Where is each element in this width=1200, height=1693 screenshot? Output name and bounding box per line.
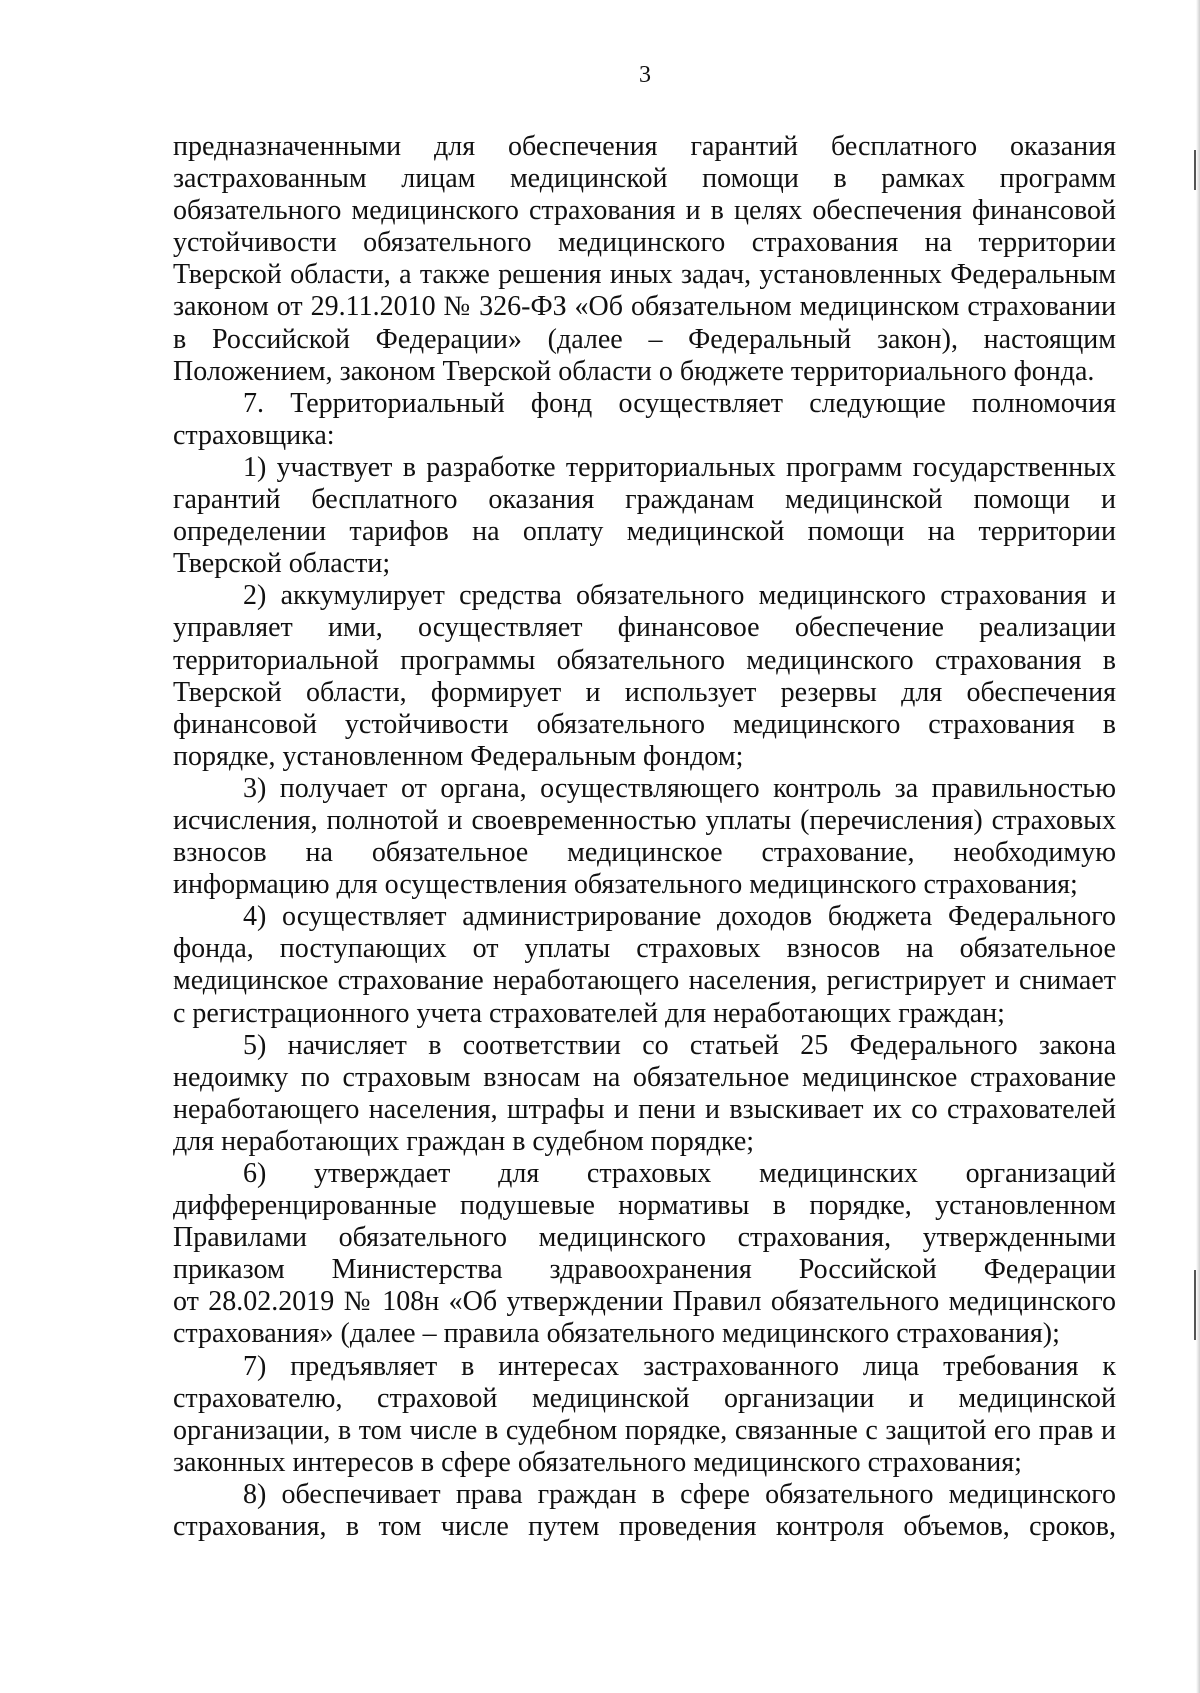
text-line: взносов на обязательное медицинское страхование, необходимую (173, 837, 1116, 869)
text-line: законом от 29.11.2010 № 326-ФЗ «Об обязательном медицинском страховании (173, 291, 1116, 323)
text-line: в Российской Федерации» (далее – Федеральный закон), настоящим (173, 323, 1116, 355)
text-line: порядке, установленном Федеральным фондом; (173, 740, 744, 772)
scan-edge (1196, 0, 1200, 1693)
text-line: 4) осуществляет администрирование доходов бюджета Федерального (243, 901, 1116, 933)
scan-mark (1194, 150, 1196, 190)
text-line: 8) обеспечивает права граждан в сфере обязательного медицинского (243, 1478, 1116, 1510)
text-line: от 28.02.2019 № 108н «Об утверждении Правил обязательного медицинского (173, 1286, 1116, 1318)
text-line: 7. Территориальный фонд осуществляет следующие полномочия (243, 387, 1116, 419)
text-line: гарантий бесплатного оказания гражданам медицинской помощи и (173, 484, 1116, 516)
text-line: неработающего населения, штрафы и пени и взыскивает их со страхователей (173, 1093, 1116, 1125)
text-line: страховщика: (173, 419, 335, 451)
text-line: законных интересов в сфере обязательного медицинского страхования; (173, 1446, 1022, 1478)
text-line: фонда, поступающих от уплаты страховых взносов на обязательное (173, 933, 1116, 965)
text-line: организации, в том числе в судебном порядке, связанные с защитой его прав и (173, 1414, 1116, 1446)
text-line: 6) утверждает для страховых медицинских организаций (243, 1158, 1116, 1189)
text-line: обязательного медицинского страхования и в целях обеспечения финансовой (173, 195, 1116, 227)
text-line: исчисления, полнотой и своевременностью уплаты (перечисления) страховых (173, 804, 1116, 836)
text-line: 7) предъявляет в интересах застрахованного лица требования к (243, 1350, 1116, 1382)
text-line: управляет ими, осуществляет финансовое обеспечение реализации (173, 612, 1116, 644)
text-line: 2) аккумулирует средства обязательного медицинского страхования и (243, 580, 1116, 612)
scan-mark (1194, 1270, 1196, 1340)
text-line: Тверской области, а также решения иных задач, установленных Федеральным (173, 259, 1116, 291)
text-line: Тверской области, формирует и использует резервы для обеспечения (173, 676, 1116, 708)
text-line: страхователю, страховой медицинской организации и медицинской (173, 1382, 1116, 1414)
text-line: приказом Министерства здравоохранения Российской Федерации (173, 1254, 1116, 1286)
text-line: финансовой устойчивости обязательного медицинского страхования в (173, 708, 1116, 740)
text-line: 1) участвует в разработке территориальных программ государственных (243, 451, 1116, 483)
text-line: медицинское страхование неработающего населения, регистрирует и снимает (173, 965, 1116, 997)
text-line: застрахованным лицам медицинской помощи в рамках программ (173, 163, 1116, 195)
text-line: 3) получает от органа, осуществляющего контроль за правильностью (243, 772, 1116, 804)
text-line: определении тарифов на оплату медицинской помощи на территории (173, 516, 1116, 548)
text-line: Положением, законом Тверской области о бюджете территориального фонда. (173, 355, 1095, 387)
text-line: 5) начисляет в соответствии со статьей 25 Федерального закона (243, 1029, 1116, 1061)
text-line: информацию для осуществления обязательного медицинского страхования; (173, 869, 1078, 901)
text-line: страхования, в том числе путем проведения контроля объемов, сроков, (173, 1511, 1116, 1543)
text-line: страхования» (далее – правила обязательного медицинского страхования); (173, 1318, 1060, 1350)
text-line: дифференцированные подушевые нормативы в порядке, установленном (173, 1190, 1116, 1222)
text-line: недоимку по страховым взносам на обязательное медицинское страхование (173, 1061, 1116, 1093)
text-line: Правилами обязательного медицинского страхования, утвержденными (173, 1222, 1116, 1254)
text-line: Тверской области; (173, 548, 391, 580)
document-body (173, 131, 1116, 1543)
text-line: территориальной программы обязательного медицинского страхования в (173, 644, 1116, 676)
text-line: для неработающих граждан в судебном порядке; (173, 1125, 755, 1157)
text-line: устойчивости обязательного медицинского страхования на территории (173, 227, 1116, 259)
text-line: предназначенными для обеспечения гарантий бесплатного оказания (173, 131, 1116, 162)
text-line: с регистрационного учета страхователей для неработающих граждан; (173, 997, 1005, 1029)
page-number: 3 (639, 62, 651, 88)
